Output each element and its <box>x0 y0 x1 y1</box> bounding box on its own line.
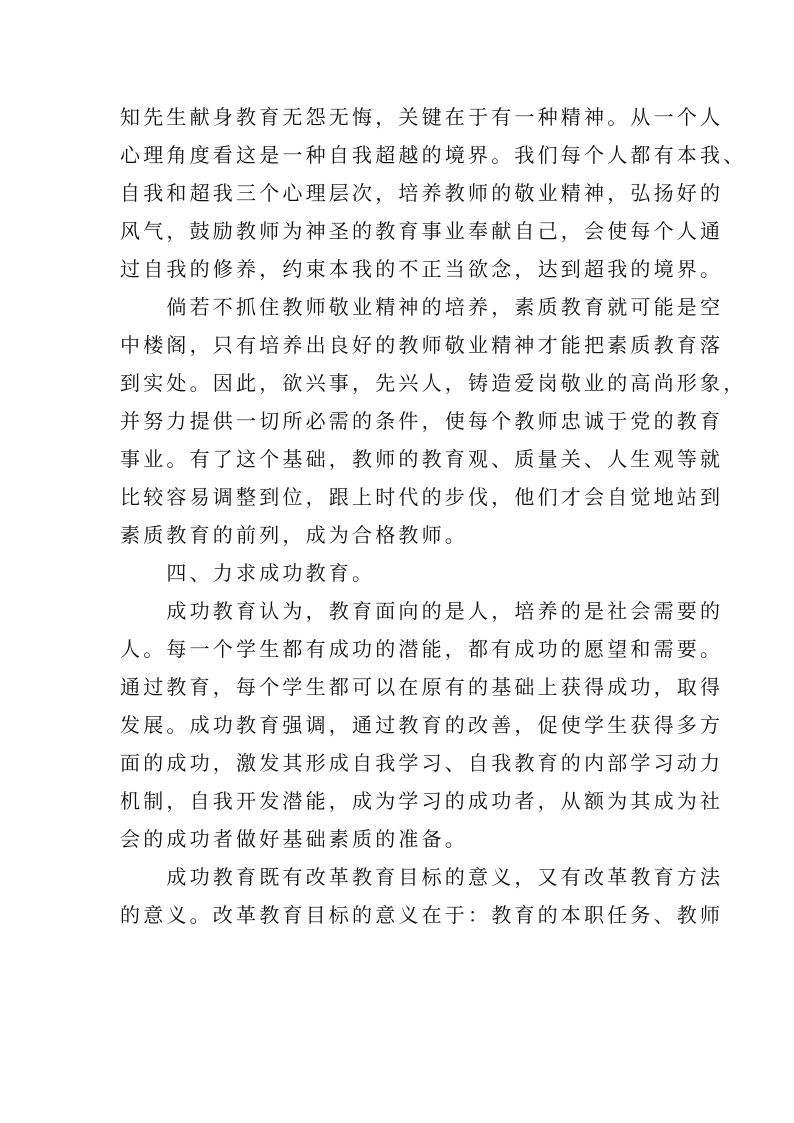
text-line: 人。每一个学生都有成功的潜能，都有成功的愿望和需要。 <box>120 637 724 661</box>
text-line: 并努力提供一切所必需的条件，使每个教师忠诚于党的教育 <box>120 409 724 433</box>
text-line: 比较容易调整到位，跟上时代的步伐，他们才会自觉地站到 <box>120 485 724 509</box>
text-line: 到实处。因此，欲兴事，先兴人，铸造爱岗敬业的高尚形象， <box>120 371 747 395</box>
text-line: 知先生献身教育无怨无悔，关键在于有一种精神。从一个人 <box>120 105 724 129</box>
text-line: 成功教育认为，教育面向的是人，培养的是社会需要的 <box>120 599 724 623</box>
text-line: 通过教育，每个学生都可以在原有的基础上获得成功，取得 <box>120 675 724 699</box>
text-line: 事业。有了这个基础，教师的教育观、质量关、人生观等就 <box>120 447 724 471</box>
text-line: 自我和超我三个心理层次，培养教师的敬业精神，弘扬好的 <box>120 181 724 205</box>
text-line: 成功教育既有改革教育目标的意义，又有改革教育方法 <box>120 865 724 889</box>
section-heading: 四、力求成功教育。 <box>120 561 376 585</box>
text-line: 心理角度看这是一种自我超越的境界。我们每个人都有本我、 <box>120 143 747 167</box>
text-line: 机制，自我开发潜能，成为学习的成功者，从额为其成为社 <box>120 789 724 813</box>
text-line: 风气，鼓励教师为神圣的教育事业奉献自己，会使每个人通 <box>120 219 724 243</box>
text-line: 过自我的修养，约束本我的不正当欲念，达到超我的境界。 <box>120 257 724 281</box>
text-line: 发展。成功教育强调，通过教育的改善，促使学生获得多方 <box>120 713 724 737</box>
text-line: 倘若不抓住教师敬业精神的培养，素质教育就可能是空 <box>120 295 724 319</box>
text-line: 的意义。改革教育目标的意义在于：教育的本职任务、教师 <box>120 903 724 927</box>
text-line: 会的成功者做好基础素质的准备。 <box>120 827 468 851</box>
text-line: 面的成功，激发其形成自我学习、自我教育的内部学习动力 <box>120 751 724 775</box>
text-line: 中楼阁，只有培养出良好的教师敬业精神才能把素质教育落 <box>120 333 724 357</box>
text-line: 素质教育的前列，成为合格教师。 <box>120 523 468 547</box>
